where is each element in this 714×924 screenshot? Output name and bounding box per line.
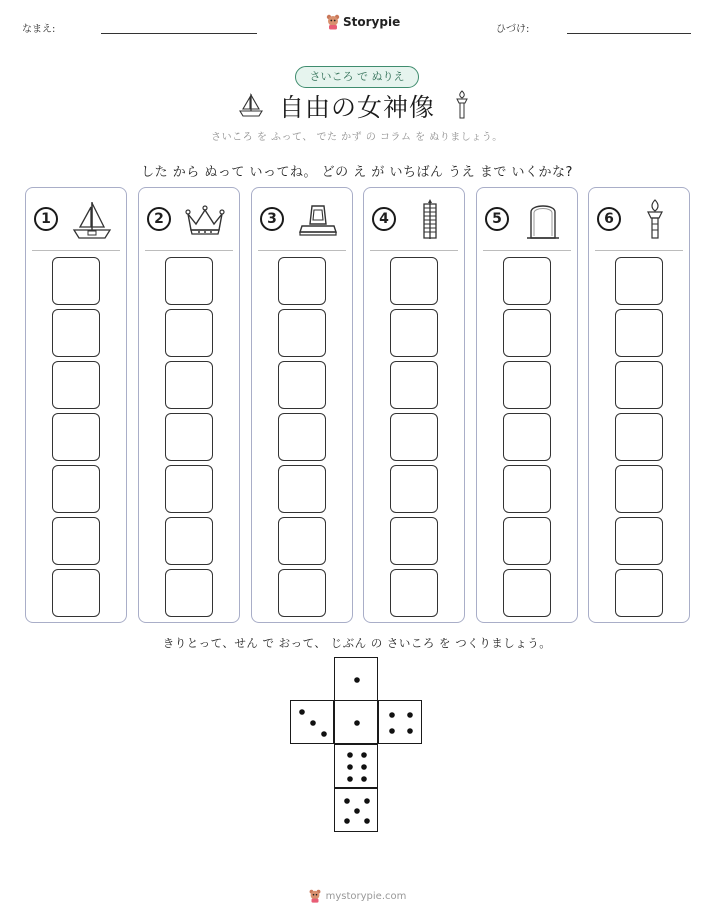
coloring-cell[interactable] bbox=[278, 465, 326, 513]
sailboat-icon bbox=[70, 198, 114, 242]
die-face-top bbox=[334, 657, 378, 701]
die-pip bbox=[344, 818, 350, 824]
die-pip bbox=[361, 764, 367, 770]
die-face-below-center bbox=[334, 744, 378, 788]
die-face-left bbox=[290, 700, 334, 744]
coloring-cell[interactable] bbox=[52, 465, 100, 513]
die-pip bbox=[361, 776, 367, 782]
die-pip bbox=[364, 818, 370, 824]
column-2 bbox=[138, 187, 240, 623]
column-divider bbox=[483, 250, 571, 251]
footer-url[interactable]: mystorypie.com bbox=[325, 890, 407, 902]
activity-badge: さいころ で ぬりえ bbox=[295, 66, 419, 88]
coloring-cell[interactable] bbox=[390, 257, 438, 305]
column-number: 6 bbox=[597, 207, 621, 231]
torch-icon bbox=[633, 198, 677, 242]
coloring-cell[interactable] bbox=[278, 569, 326, 617]
die-pip bbox=[354, 720, 360, 726]
coloring-cell[interactable] bbox=[165, 309, 213, 357]
coloring-cell[interactable] bbox=[390, 413, 438, 461]
coloring-cell[interactable] bbox=[165, 465, 213, 513]
column-divider bbox=[145, 250, 233, 251]
coloring-cell[interactable] bbox=[390, 361, 438, 409]
coloring-cell[interactable] bbox=[165, 257, 213, 305]
tablet-pedestal-icon bbox=[296, 198, 340, 242]
column-divider bbox=[370, 250, 458, 251]
coloring-cell[interactable] bbox=[278, 257, 326, 305]
coloring-cell[interactable] bbox=[52, 309, 100, 357]
page-subtitle: さいころ を ふって、 でた かず の コラム を ぬりましょう。 bbox=[211, 132, 503, 143]
page-title: 自由の女神像 bbox=[278, 93, 435, 122]
coloring-cell[interactable] bbox=[503, 569, 551, 617]
brand-name: Storypie bbox=[343, 15, 401, 29]
column-divider bbox=[32, 250, 120, 251]
die-pip bbox=[354, 677, 360, 683]
die-pip bbox=[299, 709, 305, 715]
coloring-cell[interactable] bbox=[390, 465, 438, 513]
coloring-cell[interactable] bbox=[165, 361, 213, 409]
coloring-cell[interactable] bbox=[165, 413, 213, 461]
coloring-cell[interactable] bbox=[503, 361, 551, 409]
torch-flame-icon bbox=[408, 198, 452, 242]
footer bbox=[0, 889, 714, 903]
column-divider bbox=[595, 250, 683, 251]
name-field[interactable] bbox=[101, 33, 257, 34]
die-pip bbox=[389, 728, 395, 734]
coloring-cell[interactable] bbox=[615, 465, 663, 513]
coloring-cell[interactable] bbox=[503, 413, 551, 461]
column-5 bbox=[476, 187, 578, 623]
column-number: 3 bbox=[260, 207, 284, 231]
date-field[interactable] bbox=[567, 33, 691, 34]
stone-tablet-icon bbox=[521, 198, 565, 242]
coloring-cell[interactable] bbox=[615, 309, 663, 357]
brand-logo bbox=[326, 14, 400, 30]
coloring-cell[interactable] bbox=[503, 257, 551, 305]
column-1 bbox=[25, 187, 127, 623]
coloring-cell[interactable] bbox=[52, 517, 100, 565]
column-number: 1 bbox=[34, 207, 58, 231]
die-face-right bbox=[378, 700, 422, 744]
storypie-mascot-icon bbox=[308, 889, 322, 903]
coloring-cell[interactable] bbox=[503, 517, 551, 565]
die-pip bbox=[321, 731, 327, 737]
die-pip bbox=[347, 752, 353, 758]
coloring-cell[interactable] bbox=[615, 569, 663, 617]
die-pip bbox=[407, 712, 413, 718]
coloring-cell[interactable] bbox=[615, 517, 663, 565]
column-divider bbox=[258, 250, 346, 251]
die-pip bbox=[361, 752, 367, 758]
column-number: 5 bbox=[485, 207, 509, 231]
torch-icon bbox=[454, 90, 470, 120]
die-pip bbox=[347, 764, 353, 770]
crown-icon bbox=[183, 198, 227, 242]
die-pip bbox=[344, 798, 350, 804]
cut-instruction: きりとって、せん で おって、 じぶん の さいころ を つくりましょう。 bbox=[162, 636, 552, 650]
coloring-cell[interactable] bbox=[278, 361, 326, 409]
storypie-mascot-icon bbox=[326, 14, 340, 30]
name-label: なまえ: bbox=[22, 24, 56, 35]
coloring-cell[interactable] bbox=[615, 413, 663, 461]
die-pip bbox=[364, 798, 370, 804]
coloring-cell[interactable] bbox=[278, 517, 326, 565]
coloring-cell[interactable] bbox=[52, 361, 100, 409]
column-6 bbox=[588, 187, 690, 623]
coloring-cell[interactable] bbox=[615, 257, 663, 305]
coloring-cell[interactable] bbox=[503, 309, 551, 357]
coloring-cell[interactable] bbox=[165, 569, 213, 617]
die-face-bottom bbox=[334, 788, 378, 832]
die-pip bbox=[407, 728, 413, 734]
coloring-cell[interactable] bbox=[278, 309, 326, 357]
die-pip bbox=[347, 776, 353, 782]
die-pip bbox=[310, 720, 316, 726]
coloring-cell[interactable] bbox=[390, 517, 438, 565]
coloring-cell[interactable] bbox=[52, 569, 100, 617]
coloring-cell[interactable] bbox=[278, 413, 326, 461]
die-pip bbox=[354, 808, 360, 814]
date-label: ひづけ: bbox=[496, 24, 530, 35]
coloring-cell[interactable] bbox=[503, 465, 551, 513]
die-pip bbox=[389, 712, 395, 718]
column-3 bbox=[251, 187, 353, 623]
column-4 bbox=[363, 187, 465, 623]
coloring-cell[interactable] bbox=[52, 413, 100, 461]
coloring-cell[interactable] bbox=[165, 517, 213, 565]
column-number: 4 bbox=[372, 207, 396, 231]
coloring-cell[interactable] bbox=[615, 361, 663, 409]
coloring-cell[interactable] bbox=[390, 309, 438, 357]
instruction-text: した から ぬって いってね。 どの え が いちばん うえ まで いくかな? bbox=[141, 165, 573, 180]
coloring-cell[interactable] bbox=[390, 569, 438, 617]
coloring-cell[interactable] bbox=[52, 257, 100, 305]
die-face-center bbox=[334, 700, 378, 744]
column-number: 2 bbox=[147, 207, 171, 231]
